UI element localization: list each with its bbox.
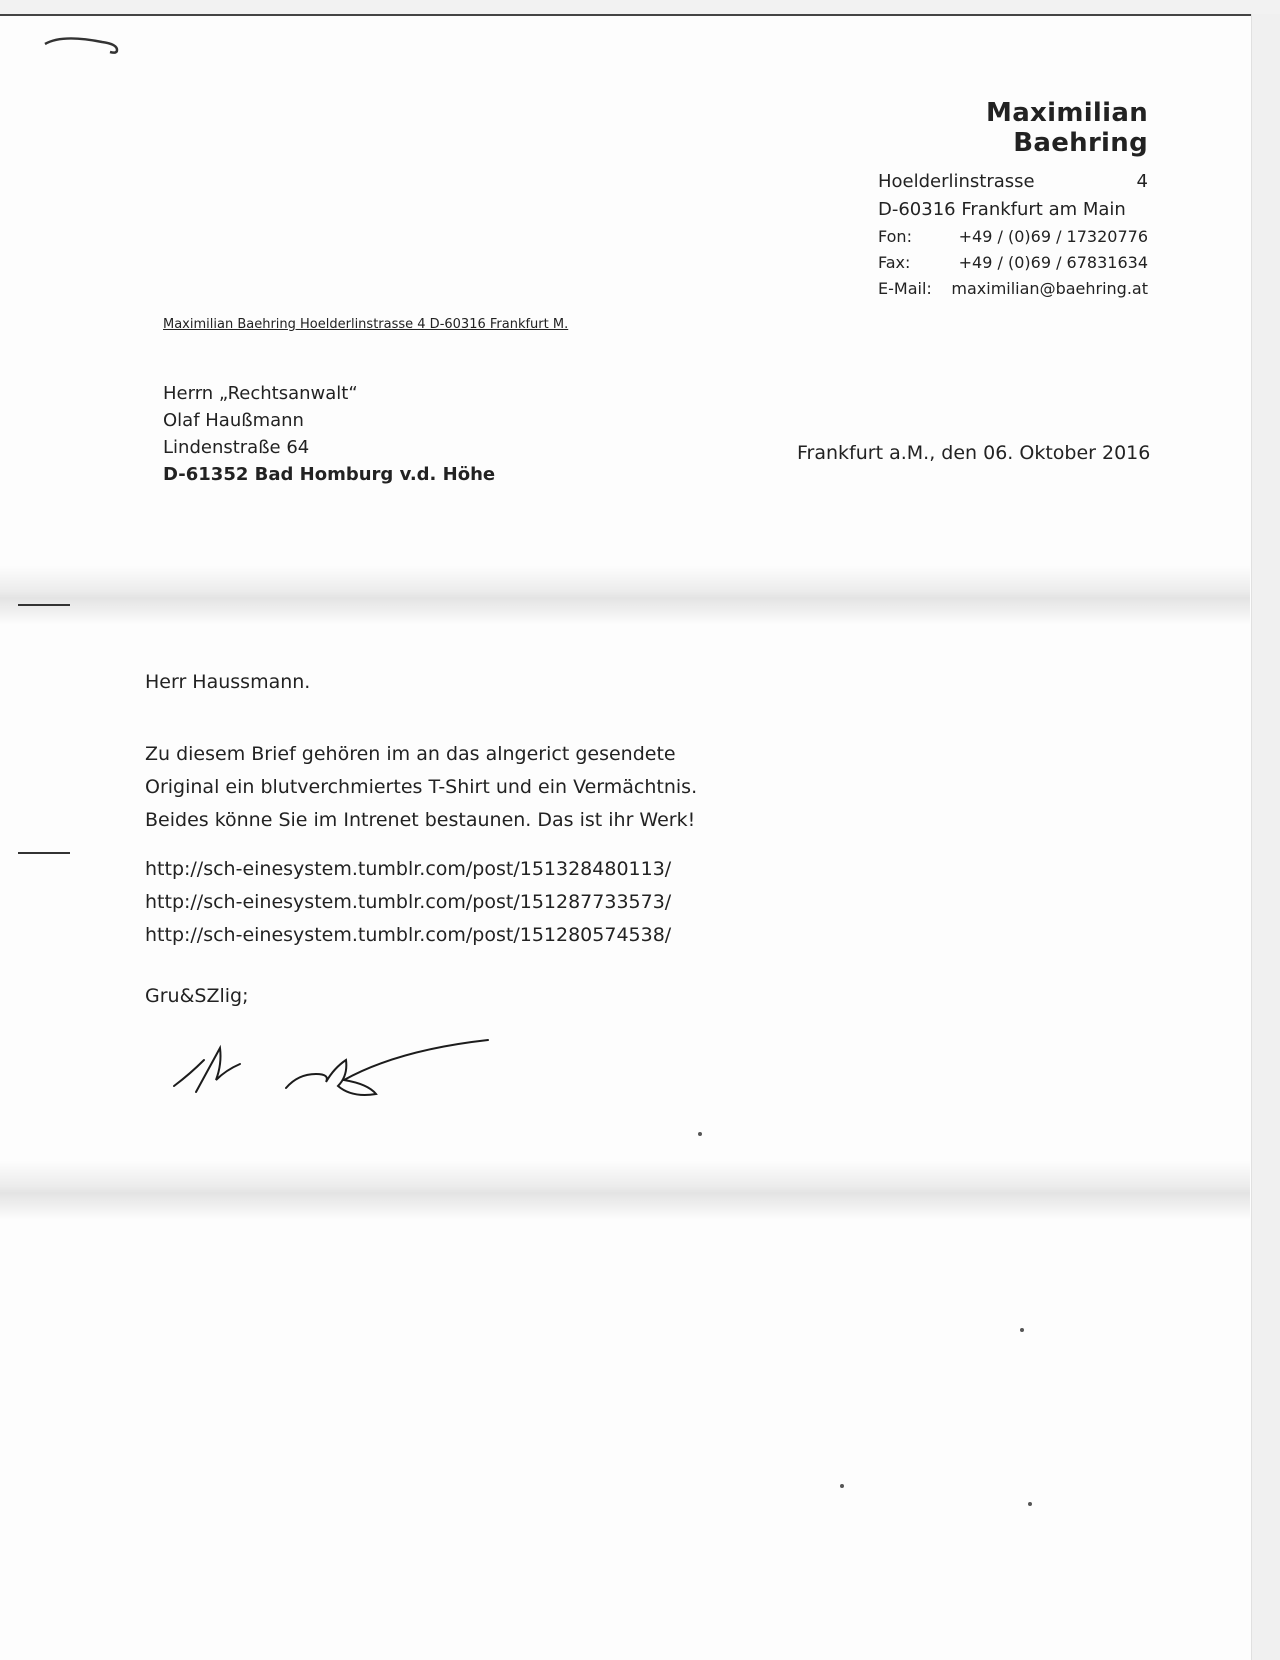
sender-city-line: [878, 196, 1148, 224]
sender-street: Hoelderlinstrasse: [878, 171, 1035, 192]
signature-image: [168, 1030, 508, 1120]
sender-house-number: 4: [1136, 171, 1148, 192]
sender-fon-line: [878, 224, 1148, 250]
sender-fon-label: Fon:: [878, 227, 912, 246]
speck-mark: [1028, 1502, 1032, 1506]
sender-fax-line: [878, 250, 1148, 276]
recipient-block: [163, 380, 495, 488]
recipient-line-2: Olaf Haußmann: [163, 410, 304, 431]
sender-name: Maximilian Baehring: [986, 98, 1148, 158]
closing: Gru&SZlig;: [145, 985, 249, 1007]
staple-mark-icon: [42, 30, 122, 60]
sender-fon: +49 / (0)69 / 17320776: [958, 227, 1148, 246]
speck-mark: [840, 1484, 844, 1488]
speck-mark: [698, 1132, 702, 1136]
sender-email-line: [878, 276, 1148, 302]
sender-fax-label: Fax:: [878, 253, 911, 272]
paragraph-line: Zu diesem Brief gehören im an das alngerict gesendete: [145, 743, 676, 765]
salutation: Herr Haussmann.: [145, 671, 311, 693]
paper-right-edge: [1251, 14, 1280, 1660]
paper-top-edge: [0, 0, 1280, 16]
sender-fax: +49 / (0)69 / 67831634: [958, 253, 1148, 272]
paper-fold: [0, 565, 1250, 625]
dateline: Frankfurt a.M., den 06. Oktober 2016: [797, 442, 1151, 464]
paragraph-line: Beides könne Sie im Intrenet bestaunen. Das ist ihr Werk!: [145, 809, 696, 831]
fold-margin-mark: [18, 852, 70, 854]
letter-paragraph: [145, 738, 697, 837]
return-address-line: Maximilian Baehring Hoelderlinstrasse 4 D-60316 Frankfurt M.: [163, 317, 569, 332]
sender-email: maximilian@baehring.at: [951, 279, 1148, 298]
link-line: http://sch-einesystem.tumblr.com/post/151280574538/: [145, 924, 672, 946]
recipient-line-3: Lindenstraße 64: [163, 437, 310, 458]
speck-mark: [1020, 1328, 1024, 1332]
link-line: http://sch-einesystem.tumblr.com/post/151287733573/: [145, 891, 672, 913]
recipient-line-4: D-61352 Bad Homburg v.d. Höhe: [163, 464, 496, 485]
sender-block: [878, 98, 1148, 302]
link-line: http://sch-einesystem.tumblr.com/post/151328480113/: [145, 858, 672, 880]
paper-fold: [0, 1160, 1250, 1220]
sender-city: D-60316 Frankfurt am Main: [878, 199, 1126, 220]
sender-street-line: [878, 168, 1148, 196]
paragraph-line: Original ein blutverchmiertes T-Shirt und ein Vermächtnis.: [145, 776, 698, 798]
fold-margin-mark: [18, 604, 70, 606]
sender-email-label: E-Mail:: [878, 279, 932, 298]
recipient-line-1: Herrn „Rechtsanwalt“: [163, 383, 358, 404]
link-list: [145, 853, 671, 952]
